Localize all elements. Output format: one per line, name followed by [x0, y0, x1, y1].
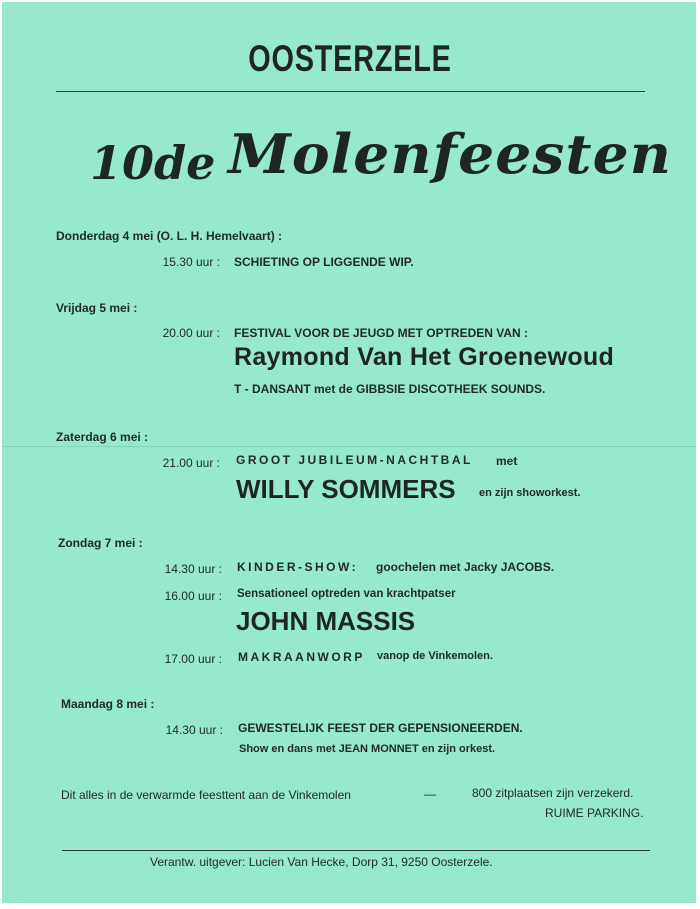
artist-name: Raymond Van Het Groenewoud: [234, 343, 615, 371]
town-heading: OOSTERZELE: [248, 38, 452, 79]
event-time: 17.00 uur :: [164, 652, 222, 666]
bottom-divider: [62, 850, 650, 851]
event-time: 16.00 uur :: [164, 589, 222, 603]
event-text: KINDER-SHOW:: [237, 560, 359, 574]
venue-note: Dit alles in de verwarmde feesttent aan de Vinkemolen: [61, 788, 351, 802]
top-divider: [56, 91, 645, 92]
event-extra: Show en dans met JEAN MONNET en zijn orkest.: [239, 743, 496, 755]
seating-note: 800 zitplaatsen zijn verzekerd.: [472, 786, 634, 800]
parking-note: RUIME PARKING.: [545, 806, 644, 820]
event-text: Sensationeel optreden van krachtpatser: [237, 588, 456, 600]
event-time: 21.00 uur :: [162, 456, 220, 470]
event-extra: T - DANSANT met de GIBBSIE DISCOTHEEK SOUNDS.: [234, 382, 546, 396]
event-time: 15.30 uur :: [162, 255, 220, 269]
day-label-friday: Vrijdag 5 mei :: [56, 301, 138, 315]
event-text: GEWESTELIJK FEEST DER GEPENSIONEERDEN.: [238, 721, 523, 735]
event-time: 14.30 uur :: [164, 562, 222, 576]
event-text: MAKRAANWORP: [238, 650, 365, 664]
event-text: GROOT JUBILEUM-NACHTBAL: [236, 453, 473, 467]
day-label-thursday: Donderdag 4 mei (O. L. H. Hemelvaart) :: [56, 229, 283, 243]
day-label-monday: Maandag 8 mei :: [61, 697, 155, 711]
paper-fold-line: [2, 446, 696, 447]
poster-title: Molenfeesten: [228, 122, 672, 186]
event-text: SCHIETING OP LIGGENDE WIP.: [234, 255, 414, 269]
event-text-suffix: vanop de Vinkemolen.: [377, 650, 493, 662]
event-text: FESTIVAL VOOR DE JEUGD MET OPTREDEN VAN :: [234, 326, 529, 340]
artist-suffix: en zijn showorkest.: [479, 487, 581, 499]
event-text-suffix: met: [496, 454, 518, 468]
publisher-line: Verantw. uitgever: Lucien Van Hecke, Dorp 31, 9250 Oosterzele.: [150, 855, 493, 869]
event-time: 20.00 uur :: [162, 326, 220, 340]
event-time: 14.30 uur :: [165, 723, 223, 737]
artist-name: WILLY SOMMERS: [236, 474, 456, 504]
edition-number: 10de: [90, 136, 216, 190]
day-label-sunday: Zondag 7 mei :: [58, 536, 143, 550]
event-text-suffix: goochelen met Jacky JACOBS.: [376, 560, 555, 574]
day-label-saturday: Zaterdag 6 mei :: [56, 430, 149, 444]
artist-name: JOHN MASSIS: [236, 606, 416, 636]
footer-dash: —: [424, 787, 436, 801]
